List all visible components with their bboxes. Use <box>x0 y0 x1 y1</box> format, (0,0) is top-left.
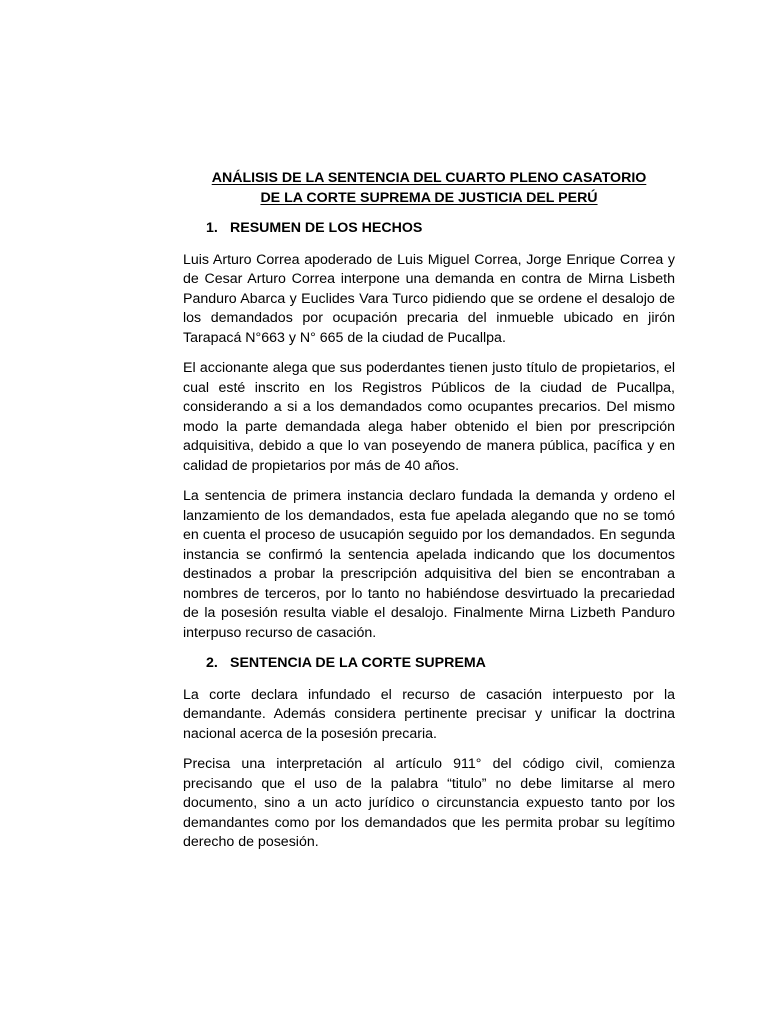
document-body <box>183 169 675 853</box>
title-line-1: ANÁLISIS DE LA SENTENCIA DEL CUARTO PLENO CASATORIO <box>211 170 647 186</box>
paragraph-hechos-2: El accionante alega que sus poderdantes tienen justo título de propietarios, el cual esté inscrito en los Registros Públicos de la ciudad de Pucallpa, considerando a si a los demandados como ocupantes precarios. Del mismo modo la parte demandada alega haber obtenido el bien por prescripción adquisitiva, debido a que lo van poseyendo de manera pública, pacífica y en calidad de propietarios por más de 40 años. <box>183 360 675 474</box>
paragraph-hechos-1: Luis Arturo Correa apoderado de Luis Miguel Correa, Jorge Enrique Correa y de Cesar Arturo Correa interpone una demanda en contra de Mirna Lisbeth Panduro Abarca y Euclides Vara Turco pidiendo que se ordene el desalojo de los demandados por ocupación precaria del inmueble ubicado en jirón Tarapacá N°663 y N° 665 de la ciudad de Pucallpa. <box>183 251 675 346</box>
paragraph-sentencia-1: La corte declara infundado el recurso de casación interpuesto por la demandante. Además considera pertinente precisar y unificar la doctrina nacional acerca de la posesión precaria. <box>183 686 675 742</box>
section-1-title: RESUMEN DE LOS HECHOS <box>230 220 423 236</box>
section-2-number: 2. <box>206 655 218 671</box>
section-2-title: SENTENCIA DE LA CORTE SUPREMA <box>230 655 486 671</box>
section-1-number: 1. <box>206 220 218 236</box>
section-1-heading <box>183 219 675 239</box>
paragraph-hechos-3: La sentencia de primera instancia declaro fundada la demanda y ordeno el lanzamiento de los demandados, esta fue apelada alegando que no se tomó en cuenta el proceso de usucapión seguido por los demandados. En segunda instancia se confirmó la sentencia apelada indicando que los documentos destinados a probar la prescripción adquisitiva del bien se encontraban a nombres de terceros, por lo tanto no habiéndose desvirtuado la precariedad de la posesión resulta viable el desalojo. Finalmente Mirna Lizbeth Panduro interpuso recurso de casación. <box>183 488 675 641</box>
section-2-heading <box>183 654 675 674</box>
title-line-2: DE LA CORTE SUPREMA DE JUSTICIA DEL PERÚ <box>260 189 598 206</box>
paragraph-sentencia-2: Precisa una interpretación al artículo 911° del código civil, comienza precisando que el uso de la palabra “titulo” no debe limitarse al mero documento, sino a un acto jurídico o circunstancia expuesto tanto por los demandantes como por los demandados que les permita probar su legítimo derecho de posesión. <box>183 756 675 850</box>
document-title <box>183 169 675 208</box>
